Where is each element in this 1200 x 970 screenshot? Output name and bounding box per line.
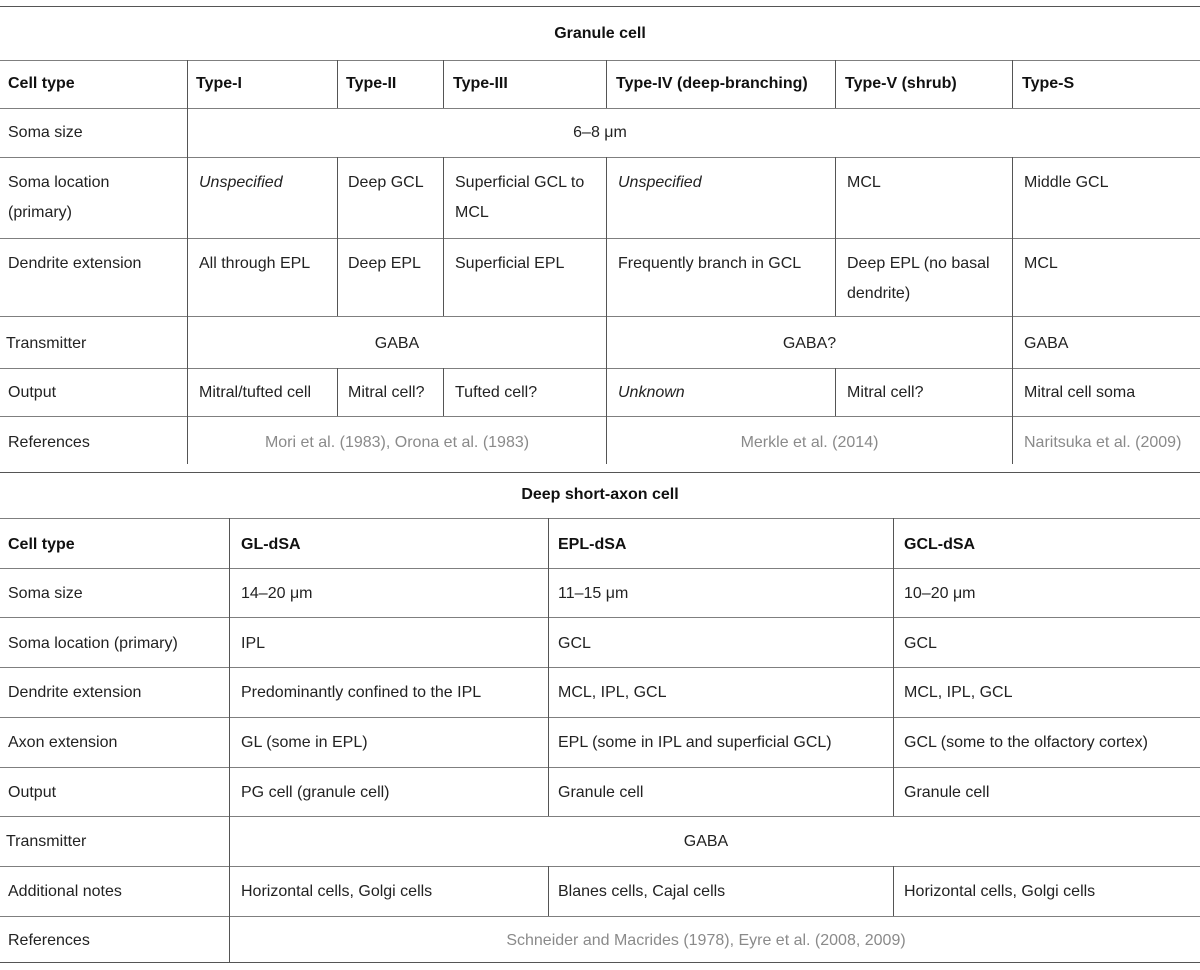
dsa-cell-epl: GCL bbox=[558, 635, 591, 652]
dsa-row-rule bbox=[0, 617, 1200, 618]
granule-col-divider bbox=[443, 60, 444, 108]
dsa-header-rule bbox=[0, 518, 1200, 519]
granule-dendrite-type-v-2: dendrite) bbox=[847, 285, 911, 302]
granule-reference-link-a[interactable]: Mori et al. (1983), Orona et al. (1983) bbox=[264, 434, 530, 451]
granule-header-type-iv: Type-IV (deep-branching) bbox=[616, 75, 808, 92]
granule-soma-location-type-ii: Deep GCL bbox=[348, 174, 424, 191]
dsa-cell-gcl: MCL, IPL, GCL bbox=[904, 684, 1013, 701]
dsa-cell-epl: Granule cell bbox=[558, 784, 644, 801]
dsa-notes-gl: Horizontal cells, Golgi cells bbox=[241, 883, 433, 900]
dsa-header-gl-dsa: GL-dSA bbox=[241, 536, 301, 553]
granule-col-divider bbox=[835, 157, 836, 316]
granule-output-type-iv: Unknown bbox=[618, 384, 685, 401]
dsa-references-label: References bbox=[8, 932, 90, 949]
granule-header-type-ii: Type-II bbox=[346, 75, 397, 92]
section-divider-rule bbox=[0, 472, 1200, 473]
granule-soma-size-label: Soma size bbox=[8, 124, 83, 141]
dsa-cell-gcl: GCL bbox=[904, 635, 937, 652]
table-bottom-rule bbox=[0, 962, 1200, 963]
dsa-col-divider bbox=[893, 866, 894, 916]
granule-col-divider bbox=[1012, 157, 1013, 464]
granule-header-type-i: Type-I bbox=[196, 75, 242, 92]
dsa-row-label: Soma location (primary) bbox=[8, 635, 178, 652]
granule-soma-location-type-i: Unspecified bbox=[199, 174, 283, 191]
dsa-row-rule bbox=[0, 916, 1200, 917]
dsa-cell-gl: 14–20 μm bbox=[241, 585, 313, 602]
granule-soma-location-type-s: Middle GCL bbox=[1024, 174, 1109, 191]
dsa-row-label: Output bbox=[8, 784, 57, 801]
dsa-cell-gcl: Granule cell bbox=[904, 784, 990, 801]
dsa-cell-epl: MCL, IPL, GCL bbox=[558, 684, 667, 701]
dsa-row-rule bbox=[0, 816, 1200, 817]
dsa-cell-gl: GL (some in EPL) bbox=[241, 734, 368, 751]
dsa-row-rule bbox=[0, 767, 1200, 768]
granule-output-type-i: Mitral/tufted cell bbox=[199, 384, 312, 401]
granule-row-rule bbox=[0, 368, 1200, 369]
granule-dendrite-type-iii: Superficial EPL bbox=[455, 255, 565, 272]
granule-col-divider bbox=[337, 368, 338, 416]
granule-header-rule bbox=[0, 60, 1200, 61]
dsa-cell-gcl: GCL (some to the olfactory cortex) bbox=[904, 734, 1148, 751]
granule-soma-location-label: Soma location bbox=[8, 174, 110, 191]
dsa-cell-gcl: 10–20 μm bbox=[904, 585, 976, 602]
granule-col-divider bbox=[606, 157, 607, 464]
dsa-row-rule bbox=[0, 717, 1200, 718]
dsa-header-gcl-dsa: GCL-dSA bbox=[904, 536, 976, 553]
dsa-cell-gl: IPL bbox=[241, 635, 266, 652]
granule-row-rule bbox=[0, 108, 1200, 109]
dsa-cell-epl: EPL (some in IPL and superficial GCL) bbox=[558, 734, 832, 751]
granule-output-label: Output bbox=[8, 384, 57, 401]
dsa-table-title: Deep short-axon cell bbox=[521, 486, 679, 503]
granule-soma-size-value: 6–8 μm bbox=[573, 124, 627, 141]
granule-row-rule bbox=[0, 157, 1200, 158]
dsa-notes-epl: Blanes cells, Cajal cells bbox=[558, 883, 726, 900]
granule-soma-location-type-iii: Superficial GCL to bbox=[455, 174, 585, 191]
granule-dendrite-type-iv: Frequently branch in GCL bbox=[618, 255, 802, 272]
dsa-cell-epl: 11–15 μm bbox=[558, 585, 629, 602]
dsa-cell-gl: PG cell (granule cell) bbox=[241, 784, 390, 801]
dsa-transmitter-value: GABA bbox=[683, 833, 729, 850]
granule-header-type-iii: Type-III bbox=[453, 75, 508, 92]
granule-col-divider bbox=[835, 60, 836, 108]
dsa-col-divider bbox=[229, 518, 230, 962]
dsa-row-label: Dendrite extension bbox=[8, 684, 142, 701]
dsa-row-label: Axon extension bbox=[8, 734, 118, 751]
granule-transmitter-type-s: GABA bbox=[1024, 335, 1069, 352]
granule-row-rule bbox=[0, 316, 1200, 317]
granule-col-divider bbox=[1012, 60, 1013, 108]
dsa-reference-link[interactable]: Schneider and Macrides (1978), Eyre et al. (2008, 2009) bbox=[506, 932, 906, 949]
dsa-transmitter-label: Transmitter bbox=[6, 833, 87, 850]
granule-soma-location-type-iv: Unspecified bbox=[618, 174, 702, 191]
granule-header-cell-type: Cell type bbox=[8, 75, 75, 92]
granule-col-divider bbox=[337, 60, 338, 108]
granule-soma-location-type-iii-2: MCL bbox=[455, 204, 489, 221]
granule-dendrite-type-i: All through EPL bbox=[199, 255, 311, 272]
granule-soma-location-type-v: MCL bbox=[847, 174, 881, 191]
dsa-notes-label: Additional notes bbox=[8, 883, 122, 900]
granule-col-divider bbox=[606, 60, 607, 108]
granule-transmitter-label: Transmitter bbox=[6, 335, 87, 352]
granule-soma-location-label-2: (primary) bbox=[8, 204, 72, 221]
granule-output-type-ii: Mitral cell? bbox=[348, 384, 425, 401]
granule-row-rule bbox=[0, 416, 1200, 417]
granule-transmitter-type-i-iii: GABA bbox=[374, 335, 420, 352]
granule-table-title: Granule cell bbox=[554, 25, 646, 42]
granule-output-type-v: Mitral cell? bbox=[847, 384, 924, 401]
dsa-cell-gl: Predominantly confined to the IPL bbox=[241, 684, 482, 701]
granule-row-rule bbox=[0, 238, 1200, 239]
granule-output-type-s: Mitral cell soma bbox=[1024, 384, 1136, 401]
dsa-row-rule bbox=[0, 866, 1200, 867]
dsa-notes-gcl: Horizontal cells, Golgi cells bbox=[904, 883, 1096, 900]
granule-dendrite-type-v: Deep EPL (no basal bbox=[847, 255, 990, 272]
granule-header-type-v: Type-V (shrub) bbox=[845, 75, 957, 92]
dsa-col-divider bbox=[893, 518, 894, 816]
granule-reference-link-b[interactable]: Merkle et al. (2014) bbox=[740, 434, 879, 451]
granule-header-type-s: Type-S bbox=[1022, 75, 1075, 92]
granule-dendrite-type-s: MCL bbox=[1024, 255, 1058, 272]
granule-col-divider bbox=[443, 157, 444, 316]
granule-col-divider bbox=[443, 368, 444, 416]
granule-dendrite-type-ii: Deep EPL bbox=[348, 255, 421, 272]
granule-col-divider bbox=[835, 368, 836, 416]
table-top-rule bbox=[0, 6, 1200, 7]
dsa-row-rule bbox=[0, 667, 1200, 668]
granule-reference-link-c[interactable]: Naritsuka et al. (2009) bbox=[1024, 434, 1182, 451]
granule-references-label: References bbox=[8, 434, 90, 451]
dsa-header-cell-type: Cell type bbox=[8, 536, 75, 553]
granule-output-type-iii: Tufted cell? bbox=[455, 384, 538, 401]
dsa-col-divider bbox=[548, 866, 549, 916]
dsa-row-label: Soma size bbox=[8, 585, 83, 602]
granule-transmitter-type-iv-v: GABA? bbox=[782, 335, 837, 352]
dsa-header-epl-dsa: EPL-dSA bbox=[558, 536, 627, 553]
dsa-row-rule bbox=[0, 568, 1200, 569]
dsa-col-divider bbox=[548, 518, 549, 816]
granule-dendrite-label: Dendrite extension bbox=[8, 255, 142, 272]
granule-col-divider bbox=[337, 157, 338, 316]
